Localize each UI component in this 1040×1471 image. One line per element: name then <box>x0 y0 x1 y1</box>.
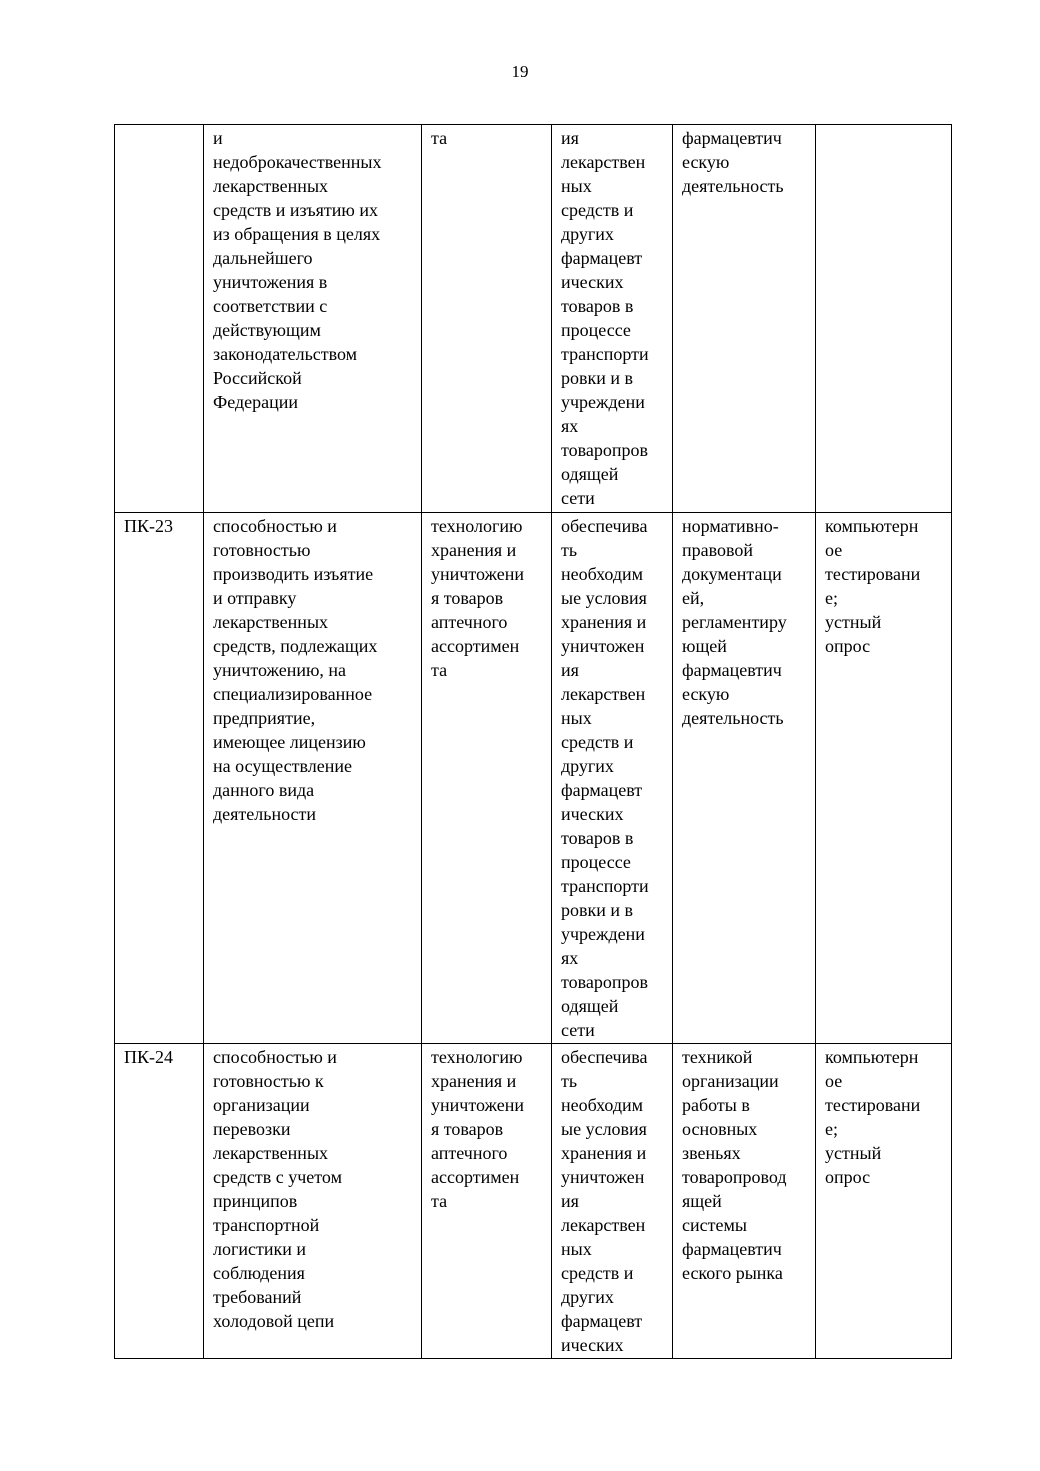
can-cell: обеспечива ть необходим ые условия хранения и уничтожен ия лекарствен ных средств и других фармацевт ических <box>552 1044 673 1359</box>
competence-code-cell <box>115 125 204 513</box>
assessment-cell: компьютерн ое тестировани е; устный опрос <box>816 513 952 1044</box>
can-cell: ия лекарствен ных средств и других фармацевт ических товаров в процессе транспорти ровки и в учреждени ях товаропров одящей сети <box>552 125 673 513</box>
competence-description-cell: способностью и готовностью к организации перевозки лекарственных средств с учетом принципов транспортной логистики и соблюдения требований холодовой цепи <box>204 1044 422 1359</box>
table-row <box>115 513 952 1044</box>
assessment-cell: компьютерн ое тестировани е; устный опрос <box>816 1044 952 1359</box>
know-cell: технологию хранения и уничтожени я товаров аптечного ассортимен та <box>422 513 552 1044</box>
own-cell: фармацевтич ескую деятельность <box>673 125 816 513</box>
table-row <box>115 125 952 513</box>
competence-code-cell: ПК-24 <box>115 1044 204 1359</box>
competence-description-cell: способностью и готовностью производить изъятие и отправку лекарственных средств, подлежащих уничтожению, на специализированное предприятие, имеющее лицензию на осуществление данного вида деятельности <box>204 513 422 1044</box>
own-cell: нормативно- правовой документаци ей, регламентиру ющей фармацевтич ескую деятельность <box>673 513 816 1044</box>
can-cell: обеспечива ть необходим ые условия хранения и уничтожен ия лекарствен ных средств и других фармацевт ических товаров в процессе транспорти ровки и в учреждени ях товаропров одящей сети <box>552 513 673 1044</box>
competence-table <box>114 124 952 1359</box>
competence-code-cell: ПК-23 <box>115 513 204 1044</box>
know-cell: технологию хранения и уничтожени я товаров аптечного ассортимен та <box>422 1044 552 1359</box>
assessment-cell <box>816 125 952 513</box>
competence-description-cell: и недоброкачественных лекарственных средств и изъятию их из обращения в целях дальнейшего уничтожения в соответствии с действующим законодательством Российской Федерации <box>204 125 422 513</box>
table-row <box>115 1044 952 1359</box>
own-cell: техникой организации работы в основных звеньях товаропровод ящей системы фармацевтич еского рынка <box>673 1044 816 1359</box>
know-cell: та <box>422 125 552 513</box>
page-number: 19 <box>511 62 529 81</box>
